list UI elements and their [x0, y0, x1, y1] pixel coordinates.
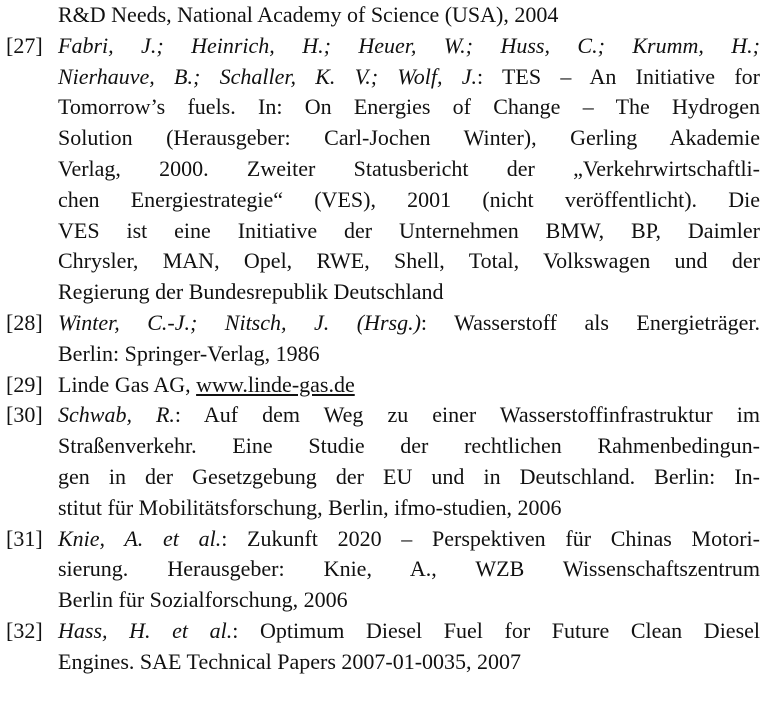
reference-number: [28] [6, 309, 43, 335]
reference-31 [6, 524, 760, 616]
reference-text-line [58, 524, 760, 555]
reference-text-line: Straßenverkehr. Eine Studie der rechtlichen Rahmenbedingun- [58, 433, 760, 459]
reference-authors: Nierhauve, B.; Schaller, K. V.; Wolf, J. [58, 63, 477, 89]
reference-28 [6, 308, 760, 370]
reference-text-line [58, 400, 760, 431]
reference-text-line: Engines. SAE Technical Papers 2007-01-0035, 2007 [58, 648, 522, 674]
reference-number: [30] [6, 402, 43, 428]
reference-text-line [58, 62, 760, 93]
reference-text-line: Regierung der Bundesrepublik Deutschland [58, 279, 444, 305]
reference-text-line: Chrysler, MAN, Opel, RWE, Shell, Total, Volkswagen und der [58, 248, 760, 274]
reference-number: [32] [6, 617, 43, 643]
reference-text-line: Berlin für Sozialforschung, 2006 [58, 587, 348, 613]
reference-30 [6, 400, 760, 523]
reference-authors: Winter, C.-J.; Nitsch, J. (Hrsg.) [58, 309, 421, 335]
reference-text: : Auf dem Weg zu einer Wasserstoffinfrastruktur im [174, 402, 760, 428]
reference-text: : Wasserstoff als Energieträger. [420, 309, 761, 335]
reference-text-line: VES ist eine Initiative der Unternehmen BMW, BP, Daimler [58, 217, 760, 243]
reference-text-line: Tomorrow’s fuels. In: On Energies of Change – The Hydrogen [58, 94, 760, 120]
reference-text-line [58, 370, 760, 401]
reference-text-line [58, 308, 760, 339]
reference-continuation: R&D Needs, National Academy of Science (USA), 2004 [58, 2, 559, 27]
reference-authors: Knie, A. et al. [58, 525, 222, 551]
reference-authors: Schwab, R. [58, 402, 175, 428]
reference-text: Linde Gas AG, [58, 371, 197, 397]
reference-text: : TES – An Initiative for [477, 63, 760, 89]
reference-text: : Zukunft 2020 – Perspektiven für Chinas Motori- [221, 525, 760, 551]
reference-link[interactable]: www.linde-gas.de [196, 371, 355, 397]
reference-number: [31] [6, 525, 43, 551]
reference-text-line: stitut für Mobilitätsforschung, Berlin, ifmo-studien, 2006 [58, 494, 562, 520]
reference-text-line: Berlin: Springer-Verlag, 1986 [58, 340, 320, 366]
reference-number: [27] [6, 32, 43, 58]
reference-text: : Optimum Diesel Fuel for Future Clean Diesel [232, 617, 761, 643]
reference-text-line: Verlag, 2000. Zweiter Statusbericht der „Verkehrwirtschaftli- [58, 155, 760, 181]
reference-number: [29] [6, 371, 43, 397]
reference-text-line: chen Energiestrategie“ (VES), 2001 (nicht veröffentlicht). Die [58, 186, 760, 212]
reference-text-line: sierung. Herausgeber: Knie, A., WZB Wissenschaftszentrum [58, 556, 760, 582]
reference-27 [6, 31, 760, 308]
reference-text-line [58, 616, 760, 647]
reference-authors: Fabri, J.; Heinrich, H.; Heuer, W.; Huss, C.; Krumm, H.; [58, 32, 760, 58]
reference-authors: Hass, H. et al. [58, 617, 233, 643]
reference-text-line: Solution (Herausgeber: Carl-Jochen Winter), Gerling Akademie [58, 125, 760, 151]
reference-text-line: gen in der Gesetzgebung der EU und in Deutschland. Berlin: In- [58, 463, 760, 489]
reference-29 [6, 370, 760, 401]
reference-32 [6, 616, 760, 678]
